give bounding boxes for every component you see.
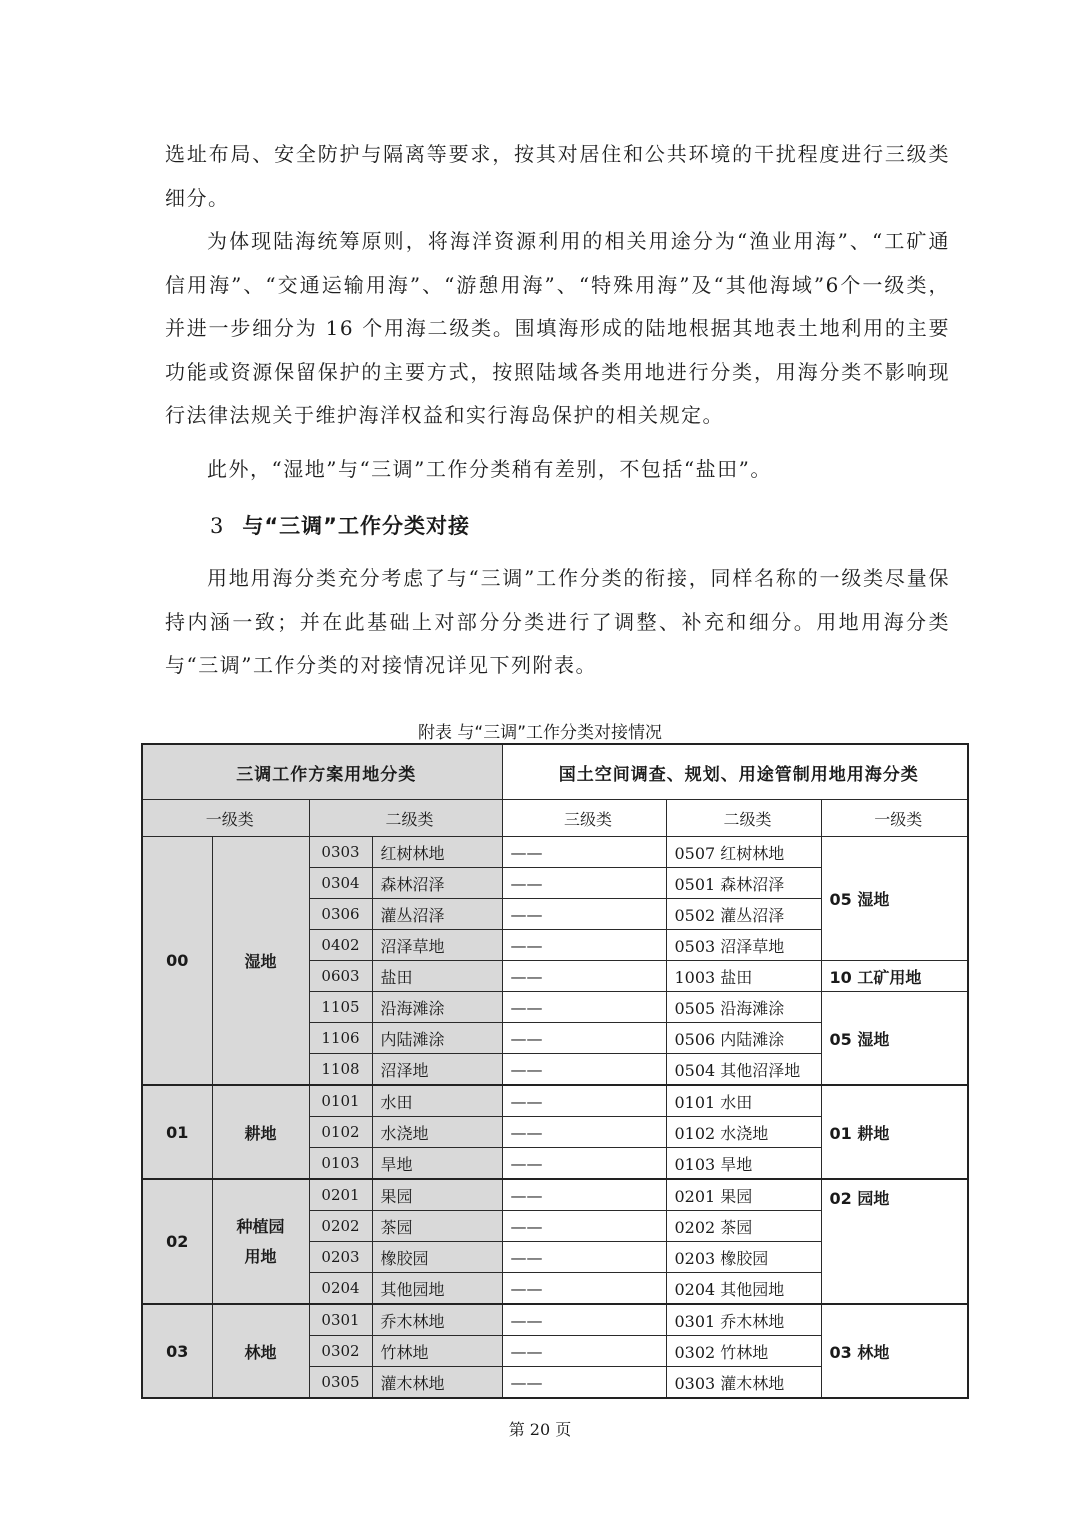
mapping-table xyxy=(141,743,969,1399)
row-code: 0303 xyxy=(309,837,372,868)
row-name: 灌木林地 xyxy=(372,1367,502,1399)
table-row xyxy=(142,1179,968,1211)
row-code: 0304 xyxy=(309,868,372,899)
row-level2-right: 0103 旱地 xyxy=(666,1148,821,1180)
group-code: 03 xyxy=(142,1304,212,1398)
section-heading xyxy=(210,510,470,540)
row-name: 红树林地 xyxy=(372,837,502,868)
row-level3: —— xyxy=(502,961,666,992)
row-name: 竹林地 xyxy=(372,1336,502,1367)
table-row xyxy=(142,837,968,868)
col-header-level2: 二级类 xyxy=(309,800,502,837)
body-paragraph: 为体现陆海统筹原则，将海洋资源利用的相关用途分为“渔业用海”、“工矿通信用海”、“交通运输用海”、“游憩用海”、“特殊用海”及“其他海域”6个一级类，并进一步细分为 16 个用海二级类。围填海形成的陆地根据其地表土地利用的主要功能或资源保留保护的主要方式，按照陆域各类用地进行分类，用海分类不影响现行法律法规关于维护海洋权益和实行海岛保护的相关规定。 xyxy=(165,229,950,427)
level1-right: 05 湿地 xyxy=(821,837,968,961)
row-level3: —— xyxy=(502,1023,666,1054)
table-row xyxy=(142,1304,968,1336)
row-level2-right: 0303 灌木林地 xyxy=(666,1367,821,1399)
row-level2-right: 0507 红树林地 xyxy=(666,837,821,868)
row-name: 灌丛沼泽 xyxy=(372,899,502,930)
row-name: 旱地 xyxy=(372,1148,502,1180)
row-level3: —— xyxy=(502,1179,666,1211)
row-name: 沼泽地 xyxy=(372,1054,502,1086)
group-name: 林地 xyxy=(212,1304,309,1398)
row-level3: —— xyxy=(502,837,666,868)
table-row xyxy=(142,1085,968,1117)
row-name: 其他园地 xyxy=(372,1273,502,1305)
level1-right: 02 园地 xyxy=(821,1179,968,1304)
section-title: 与“三调”工作分类对接 xyxy=(242,514,470,538)
row-code: 1105 xyxy=(309,992,372,1023)
row-name: 沿海滩涂 xyxy=(372,992,502,1023)
row-level3: —— xyxy=(502,1242,666,1273)
row-name: 茶园 xyxy=(372,1211,502,1242)
level1-right: 10 工矿用地 xyxy=(821,961,968,992)
row-code: 0204 xyxy=(309,1273,372,1305)
table-header-right: 国土空间调查、规划、用途管制用地用海分类 xyxy=(502,744,968,800)
row-level3: —— xyxy=(502,1367,666,1399)
row-level3: —— xyxy=(502,992,666,1023)
row-level2-right: 0201 果园 xyxy=(666,1179,821,1211)
row-code: 1108 xyxy=(309,1054,372,1086)
row-level2-right: 0204 其他园地 xyxy=(666,1273,821,1305)
row-level3: —— xyxy=(502,899,666,930)
group-name: 湿地 xyxy=(212,837,309,1086)
row-code: 0102 xyxy=(309,1117,372,1148)
row-level2-right: 0503 沼泽草地 xyxy=(666,930,821,961)
row-code: 0306 xyxy=(309,899,372,930)
row-level2-right: 0506 内陆滩涂 xyxy=(666,1023,821,1054)
row-level3: —— xyxy=(502,1148,666,1180)
row-code: 0203 xyxy=(309,1242,372,1273)
group-code: 01 xyxy=(142,1085,212,1179)
group-name: 种植园用地 xyxy=(212,1179,309,1304)
row-level2-right: 0102 水浇地 xyxy=(666,1117,821,1148)
body-paragraph: 此外，“湿地”与“三调”工作分类稍有差别，不包括“盐田”。 xyxy=(207,457,772,481)
row-code: 0201 xyxy=(309,1179,372,1211)
row-name: 水田 xyxy=(372,1085,502,1117)
col-header-level2-right: 二级类 xyxy=(666,800,821,837)
row-code: 0402 xyxy=(309,930,372,961)
section-number: 3 xyxy=(210,514,225,538)
row-level2-right: 0505 沿海滩涂 xyxy=(666,992,821,1023)
row-level2-right: 0302 竹林地 xyxy=(666,1336,821,1367)
row-name: 水浇地 xyxy=(372,1117,502,1148)
row-code: 0603 xyxy=(309,961,372,992)
row-level3: —— xyxy=(502,1336,666,1367)
level1-right: 01 耕地 xyxy=(821,1085,968,1179)
row-level2-right: 0301 乔木林地 xyxy=(666,1304,821,1336)
col-header-level3: 三级类 xyxy=(502,800,666,837)
row-level2-right: 1003 盐田 xyxy=(666,961,821,992)
level1-right: 05 湿地 xyxy=(821,992,968,1086)
row-name: 果园 xyxy=(372,1179,502,1211)
row-code: 0103 xyxy=(309,1148,372,1180)
row-level2-right: 0504 其他沼泽地 xyxy=(666,1054,821,1086)
row-level3: —— xyxy=(502,930,666,961)
row-name: 内陆滩涂 xyxy=(372,1023,502,1054)
col-header-level1: 一级类 xyxy=(142,800,309,837)
row-code: 1106 xyxy=(309,1023,372,1054)
row-name: 乔木林地 xyxy=(372,1304,502,1336)
row-level3: —— xyxy=(502,1054,666,1086)
row-level2-right: 0202 茶园 xyxy=(666,1211,821,1242)
row-level3: —— xyxy=(502,1273,666,1305)
row-level2-right: 0101 水田 xyxy=(666,1085,821,1117)
row-name: 盐田 xyxy=(372,961,502,992)
row-level3: —— xyxy=(502,1117,666,1148)
row-level3: —— xyxy=(502,1085,666,1117)
table-header-left: 三调工作方案用地分类 xyxy=(142,744,502,800)
row-level3: —— xyxy=(502,868,666,899)
row-code: 0301 xyxy=(309,1304,372,1336)
row-level2-right: 0501 森林沼泽 xyxy=(666,868,821,899)
body-paragraph: 用地用海分类充分考虑了与“三调”工作分类的衔接，同样名称的一级类尽量保持内涵一致；并在此基础上对部分分类进行了调整、补充和细分。用地用海分类与“三调”工作分类的对接情况详见下列附表。 xyxy=(165,566,950,677)
group-name: 耕地 xyxy=(212,1085,309,1179)
body-paragraph: 选址布局、安全防护与隔离等要求，按其对居住和公共环境的干扰程度进行三级类细分。 xyxy=(165,142,950,210)
row-code: 0202 xyxy=(309,1211,372,1242)
row-code: 0302 xyxy=(309,1336,372,1367)
group-code: 02 xyxy=(142,1179,212,1304)
page-number: 第 20 页 xyxy=(508,1420,572,1439)
row-level3: —— xyxy=(502,1304,666,1336)
group-code: 00 xyxy=(142,837,212,1086)
row-level3: —— xyxy=(502,1211,666,1242)
row-name: 森林沼泽 xyxy=(372,868,502,899)
col-header-level1-right: 一级类 xyxy=(821,800,968,837)
row-level2-right: 0203 橡胶园 xyxy=(666,1242,821,1273)
table-caption: 附表 与“三调”工作分类对接情况 xyxy=(417,723,663,743)
row-level2-right: 0502 灌丛沼泽 xyxy=(666,899,821,930)
row-name: 橡胶园 xyxy=(372,1242,502,1273)
row-code: 0305 xyxy=(309,1367,372,1399)
level1-right: 03 林地 xyxy=(821,1304,968,1398)
row-name: 沼泽草地 xyxy=(372,930,502,961)
row-code: 0101 xyxy=(309,1085,372,1117)
